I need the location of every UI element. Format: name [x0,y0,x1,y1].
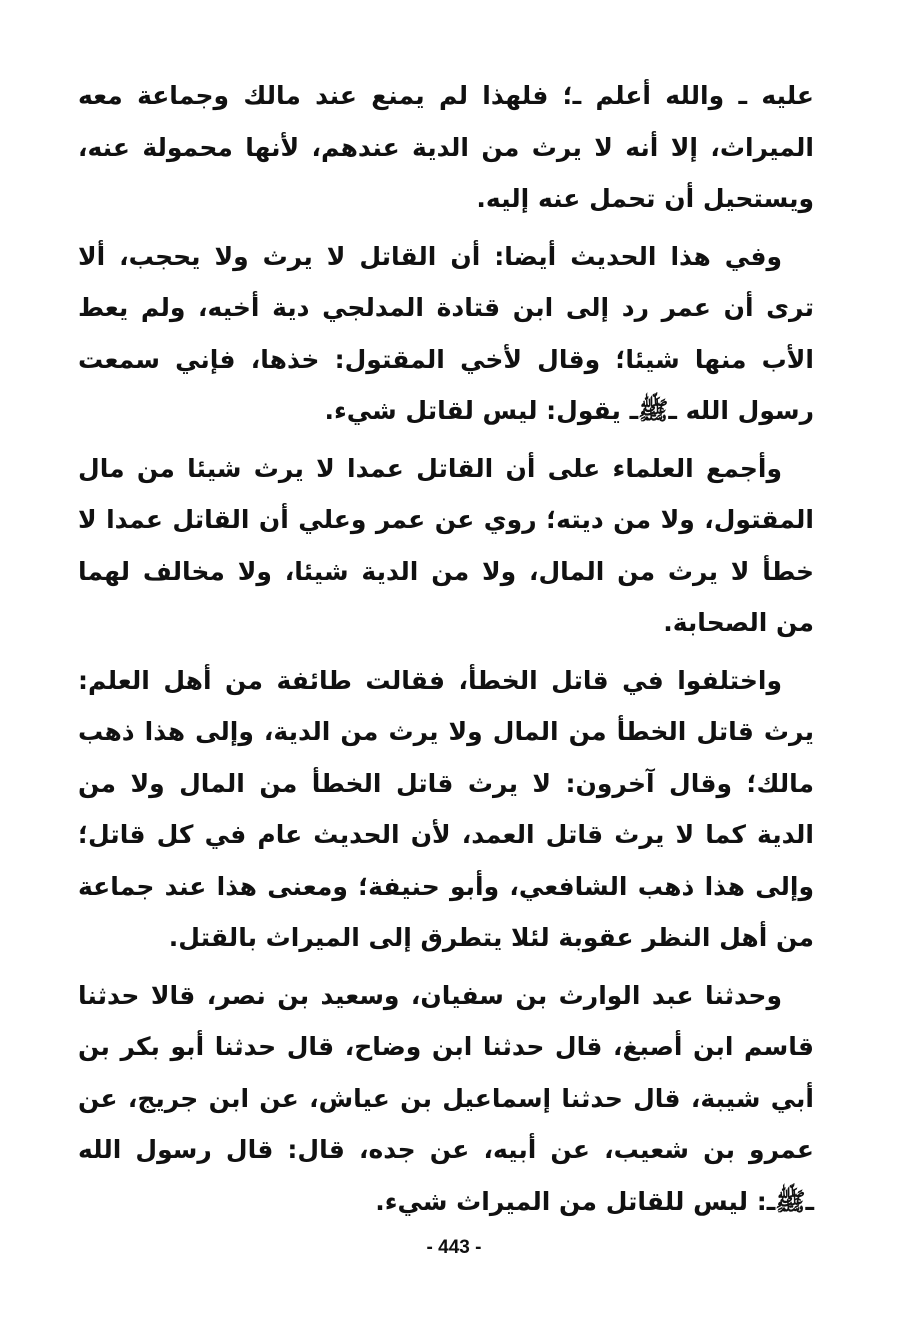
page-number: - 443 - [426,1237,482,1258]
paragraph-continuation: عليه ـ والله أعلم ـ؛ فلهذا لم يمنع عند مالك وجماعة معه الميراث، إلا أنه لا يرث من الدية عندهم، لأنها محمولة عنه، ويستحيل أن تحمل عنه إليه. [78,81,814,213]
paragraph-narration: وحدثنا عبد الوارث بن سفيان، وسعيد بن نصر، قالا حدثنا قاسم ابن أصبغ، قال حدثنا ابن وضاح، قال حدثنا أبو بكر بن أبي شيبة، قال حدثنا إسماعيل بن عياش، عن ابن جريج، عن عمرو بن شعيب، عن أبيه، عن جده، قال: قال رسول الله ـﷺـ: ليس للقاتل من الميراث شيء. [78,980,814,1216]
paragraph-disagreement: واختلفوا في قاتل الخطأ، فقالت طائفة من أهل العلم: يرث قاتل الخطأ من المال ولا يرث من الدية، وإلى هذا ذهب مالك؛ وقال آخرون: لا يرث قاتل الخطأ من المال ولا من الدية كما لا يرث قاتل العمد، لأن الحديث عام في كل قاتل؛ وإلى هذا ذهب الشافعي، وأبو حنيفة؛ ومعنى هذا عند جماعة من أهل النظر عقوبة لئلا يتطرق إلى الميراث بالقتل. [78,665,814,952]
paragraph-hadith-explanation: وفي هذا الحديث أيضا: أن القاتل لا يرث ولا يحجب، ألا ترى أن عمر رد إلى ابن قتادة المدلجي دية أخيه، ولم يعط الأب منها شيئا؛ وقال لأخي المقتول: خذها، فإني سمعت رسول الله ـﷺـ يقول: ليس لقاتل شيء. [78,241,814,425]
paragraph-consensus: وأجمع العلماء على أن القاتل عمدا لا يرث شيئا من مال المقتول، ولا من ديته؛ روي عن عمر وعلي أن القاتل عمدا لا خطأ لا يرث من المال، ولا من الدية شيئا، ولا مخالف لهما من الصحابة. [78,453,814,637]
document-body [78,70,814,1233]
